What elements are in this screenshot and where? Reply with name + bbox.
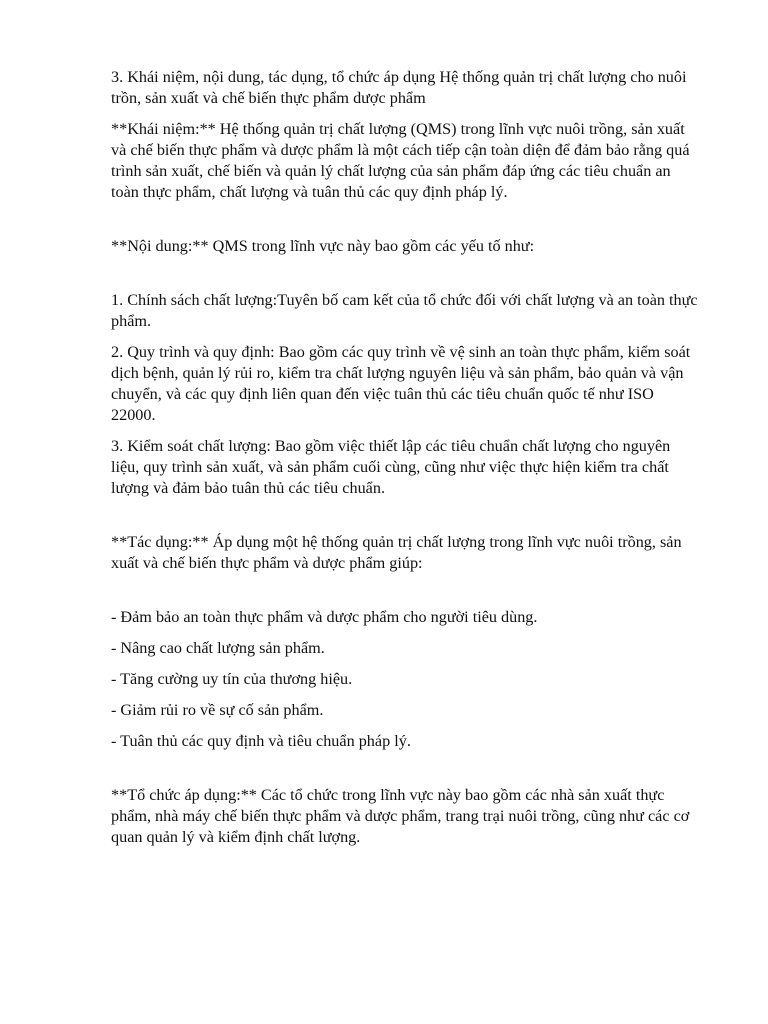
content-item-2: 2. Quy trình và quy định: Bao gồm các quy trình về vệ sinh an toàn thực phẩm, kiểm soát dịch bệnh, quản lý rủi ro, kiểm tra chất lượng nguyên liệu và sản phẩm, bảo quản và vận chuyển, và các quy định liên quan đến việc tuân thủ các tiêu chuẩn quốc tế như ISO 22000. bbox=[111, 343, 691, 424]
effect-item-4: - Giảm rủi ro về sự cố sản phẩm. bbox=[111, 701, 324, 719]
content-item-1: 1. Chính sách chất lượng:Tuyên bố cam kết của tổ chức đối với chất lượng và an toàn thực phẩm. bbox=[111, 291, 698, 330]
section-heading: 3. Khái niệm, nội dung, tác dụng, tổ chức áp dụng Hệ thống quản trị chất lượng cho nuôi trồn, sản xuất và chế biến thực phẩm dược phẩm bbox=[111, 68, 687, 107]
concept-paragraph: **Khái niệm:** Hệ thống quản trị chất lượng (QMS) trong lĩnh vực nuôi trồng, sản xuất và chế biến thực phẩm và dược phẩm là một cách tiếp cận toàn diện để đảm bảo rằng quá trình sản xuất, chế biến và quản lý chất lượng của sản phẩm đáp ứng các tiêu chuẩn an toàn thực phẩm, chất lượng và tuân thủ các quy định pháp lý. bbox=[111, 120, 690, 201]
effect-item-5: - Tuân thủ các quy định và tiêu chuẩn pháp lý. bbox=[111, 732, 411, 750]
effect-item-3: - Tăng cường uy tín của thương hiệu. bbox=[111, 670, 353, 688]
effect-intro: **Tác dụng:** Áp dụng một hệ thống quản trị chất lượng trong lĩnh vực nuôi trồng, sản xuất và chế biến thực phẩm và dược phẩm giúp: bbox=[111, 533, 682, 572]
content-item-3: 3. Kiểm soát chất lượng: Bao gồm việc thiết lập các tiêu chuẩn chất lượng cho nguyên liệu, quy trình sản xuất, và sản phẩm cuối cùng, cũng như việc thực hiện kiểm tra chất lượng và đảm bảo tuân thủ các tiêu chuẩn. bbox=[111, 437, 671, 497]
effect-item-1: - Đảm bảo an toàn thực phẩm và dược phẩm cho người tiêu dùng. bbox=[111, 608, 538, 626]
content-intro: **Nội dung:** QMS trong lĩnh vực này bao gồm các yếu tố như: bbox=[111, 237, 535, 255]
effect-item-2: - Nâng cao chất lượng sản phẩm. bbox=[111, 639, 325, 657]
organization-paragraph: **Tổ chức áp dụng:** Các tổ chức trong lĩnh vực này bao gồm các nhà sản xuất thực phẩm, nhà máy chế biến thực phẩm và dược phẩm, trang trại nuôi trồng, cũng như các cơ quan quản lý và kiểm định chất lượng. bbox=[111, 786, 690, 846]
document-page bbox=[111, 67, 701, 848]
